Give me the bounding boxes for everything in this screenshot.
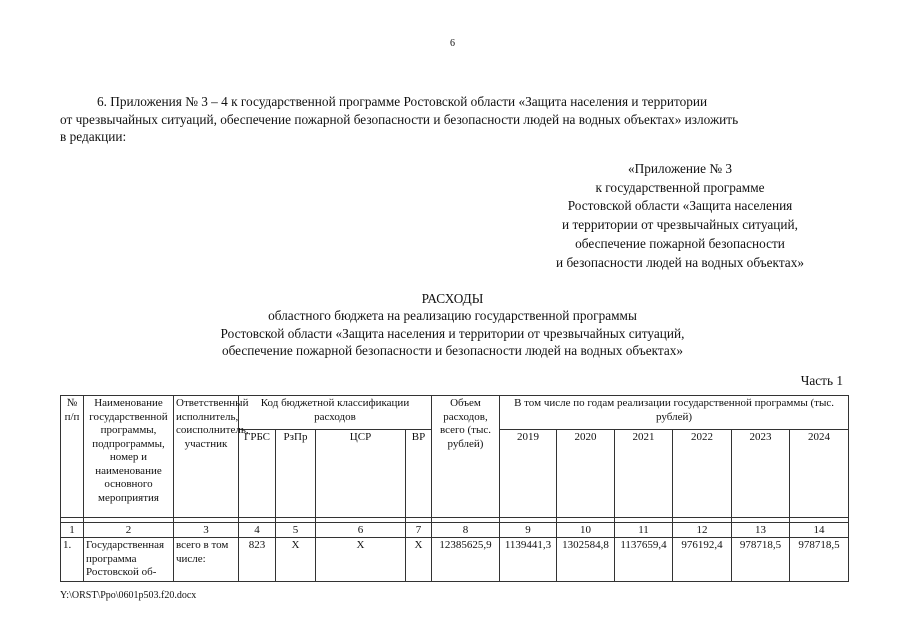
appendix-line: и безопасности людей на водных объектах»	[556, 254, 804, 270]
column-number: 4	[239, 523, 276, 538]
header-num: № п/п	[61, 396, 84, 518]
header-years-group: В том числе по годам реализации государственной программы (тыс. рублей)	[500, 396, 849, 430]
appendix-header	[520, 160, 840, 272]
column-number: 8	[432, 523, 500, 538]
row-rzpr: Х	[276, 538, 316, 582]
table-row	[61, 538, 849, 582]
header-year: 2022	[673, 430, 732, 518]
row-year-value: 1137659,4	[615, 538, 673, 582]
appendix-line: «Приложение № 3	[628, 161, 732, 176]
column-number: 12	[673, 523, 732, 538]
appendix-line: к государственной программе	[595, 179, 765, 195]
column-number: 3	[174, 523, 239, 538]
column-number: 14	[790, 523, 849, 538]
expenses-table	[60, 395, 849, 582]
header-rzpr: РзПр	[276, 430, 316, 518]
title-line: обеспечение пожарной безопасности и безопасности людей на водных объектах»	[221, 342, 684, 358]
column-number: 1	[61, 523, 84, 538]
row-year-value: 978718,5	[732, 538, 790, 582]
title-line: Ростовской области «Защита населения и территории от чрезвычайных ситуаций,	[220, 325, 685, 341]
column-number: 9	[500, 523, 557, 538]
appendix-line: Ростовской области «Защита населения	[567, 198, 793, 214]
intro-line: 6. Приложения № 3 – 4 к государственной программе Ростовской области «Защита населения и территории	[97, 94, 708, 109]
row-year-value: 1139441,3	[500, 538, 557, 582]
column-number: 10	[557, 523, 615, 538]
appendix-line: обеспечение пожарной безопасности	[575, 235, 785, 251]
header-year: 2021	[615, 430, 673, 518]
header-grbs: ГРБС	[239, 430, 276, 518]
intro-paragraph	[60, 93, 845, 146]
row-year-value: 978718,5	[790, 538, 849, 582]
intro-line: в редакции:	[60, 129, 127, 144]
header-year: 2020	[557, 430, 615, 518]
column-number: 11	[615, 523, 673, 538]
row-year-value: 976192,4	[673, 538, 732, 582]
title-line: областного бюджета на реализацию государственной программы	[268, 308, 637, 324]
column-number: 2	[84, 523, 174, 538]
title-heading: РАСХОДЫ	[421, 291, 484, 306]
row-vr: Х	[406, 538, 432, 582]
appendix-line: и территории от чрезвычайных ситуаций,	[562, 217, 798, 233]
row-total: 12385625,9	[432, 538, 500, 582]
column-number-row	[61, 523, 849, 538]
column-number: 5	[276, 523, 316, 538]
part-label: Часть 1	[800, 373, 843, 388]
page-number: 6	[450, 38, 455, 49]
footer-file-path: Y:\ORST\Ppo\0601p503.f20.docx	[60, 590, 197, 601]
intro-line: от чрезвычайных ситуаций, обеспечение пожарной безопасности и безопасности людей на водных объектах» изложить	[60, 111, 739, 127]
row-executor: всего в том числе:	[174, 538, 239, 582]
document-title	[0, 290, 905, 359]
header-year: 2023	[732, 430, 790, 518]
header-budget-code: Код бюджетной классификации расходов	[239, 396, 432, 430]
row-year-value: 1302584,8	[557, 538, 615, 582]
header-year: 2024	[790, 430, 849, 518]
row-num: 1.	[61, 538, 84, 582]
header-year: 2019	[500, 430, 557, 518]
header-csr: ЦСР	[316, 430, 406, 518]
header-vr: ВР	[406, 430, 432, 518]
column-number: 6	[316, 523, 406, 538]
header-executor: Ответственный исполнитель, соисполнитель, участник	[174, 396, 239, 518]
header-volume: Объем расходов, всего (тыс. рублей)	[432, 396, 500, 518]
row-csr: Х	[316, 538, 406, 582]
header-name: Наименование государственной программы, подпрограммы, номер и наименование основного мероприятия	[84, 396, 174, 518]
row-grbs: 823	[239, 538, 276, 582]
row-name: Государственная программа Ростовской об-	[84, 538, 174, 582]
column-number: 7	[406, 523, 432, 538]
column-number: 13	[732, 523, 790, 538]
